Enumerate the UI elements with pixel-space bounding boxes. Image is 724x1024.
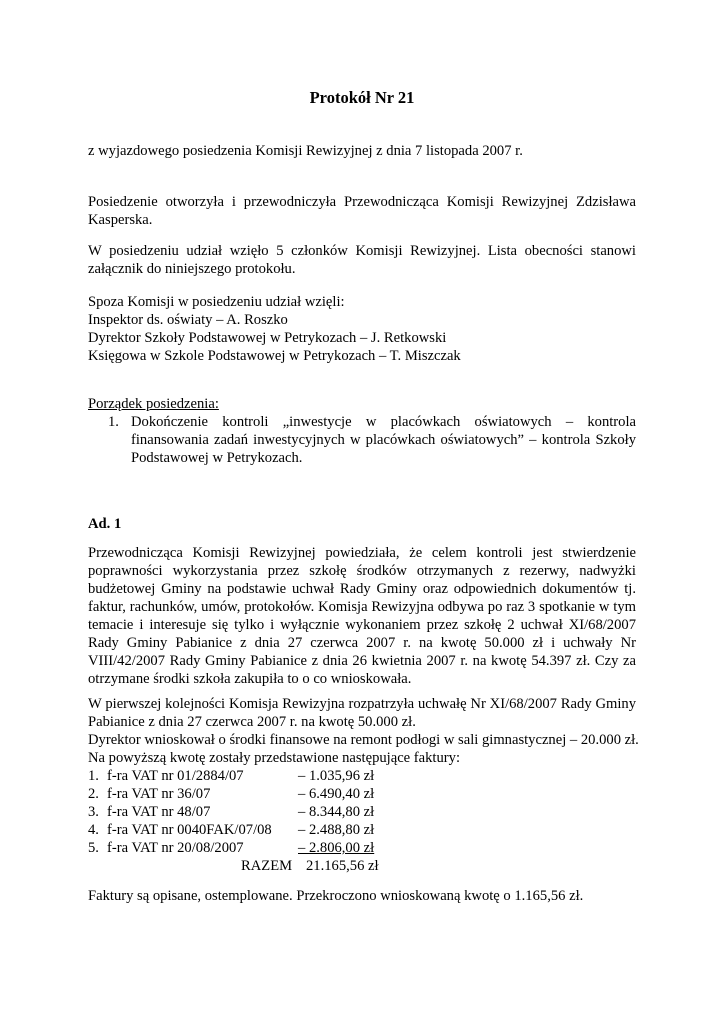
invoices-intro: Na powyższą kwotę zostały przedstawione następujące faktury: — [88, 750, 460, 766]
ad1-paragraph-2: W pierwszej kolejności Komisja Rewizyjna rozpatrzyła uchwałę Nr XI/68/2007 Rady Gminy Pabianice z dnia 27 czerwca 2007 r. na kwotę 50.000 zł. — [88, 696, 636, 730]
invoice-row — [0, 821, 724, 839]
invoice-number: 2. — [88, 786, 99, 802]
attendance-paragraph: W posiedzeniu udział wzięło 5 członków Komisji Rewizyjnej. Lista obecności stanowi załącznik do niniejszego protokołu. — [88, 243, 636, 277]
document-title: Protokół Nr 21 — [309, 88, 415, 107]
invoice-name: f-ra VAT nr 48/07 — [107, 804, 211, 820]
invoice-amount: – 6.490,40 zł — [298, 786, 375, 802]
request-line: Dyrektor wnioskował o środki finansowe na remont podłogi w sali gimnastycznej – 20.000 zł. — [88, 732, 639, 748]
section-heading-ad1: Ad. 1 — [88, 516, 122, 532]
guest-line: Księgowa w Szkole Podstawowej w Petrykozach – T. Miszczak — [88, 348, 461, 364]
agenda-item-text: Dokończenie kontroli „inwestycje w placówkach oświatowych – kontrola finansowania zadań inwestycyjnych w placówkach oświatowych” – kontrola Szkoły Podstawowej w Petrykozach. — [131, 414, 636, 466]
invoice-number: 3. — [88, 804, 99, 820]
total-amount: 21.165,56 zł — [306, 858, 379, 874]
invoice-row — [0, 767, 724, 785]
invoice-amount: – 2.806,00 zł — [298, 840, 375, 856]
invoice-number: 4. — [88, 822, 99, 838]
invoice-name: f-ra VAT nr 01/2884/07 — [107, 768, 244, 784]
total-label: RAZEM — [241, 858, 293, 874]
document-subtitle: z wyjazdowego posiedzenia Komisji Rewizyjnej z dnia 7 listopada 2007 r. — [88, 143, 523, 159]
invoice-name: f-ra VAT nr 36/07 — [107, 786, 211, 802]
ad1-paragraph-1: Przewodnicząca Komisji Rewizyjnej powiedziała, że celem kontroli jest stwierdzenie poprawności wykorzystania przez szkołę środków otrzymanych z rezerwy, nadwyżki budżetowej Gminy na podstawie uchwał Rady Gminy oraz odpowiednich dokumentów tj. faktur, rachunków, umów, protokołów. Komisja Rewizyjna odbywa po raz 3 spotkanie w tym temacie i interesuje się tylko i wyłącznie wykonaniem przez szkołę 2 uchwał XI/68/2007 Rady Gminy Pabianice z dnia 27 czerwca 2007 r. na kwotę 50.000 zł i uchwały Nr VIII/42/2007 Rady Gminy Pabianice z dnia 26 kwietnia 2007 r. na kwotę 54.397 zł. Czy za otrzymane środki szkoła zakupiła to o co wnioskowała. — [88, 545, 636, 687]
invoice-number: 5. — [88, 840, 99, 856]
guest-line: Dyrektor Szkoły Podstawowej w Petrykozach – J. Retkowski — [88, 330, 447, 346]
agenda-item-number: 1. — [108, 414, 119, 430]
invoice-total-row — [0, 857, 724, 875]
invoice-amount: – 2.488,80 zł — [298, 822, 375, 838]
guests-intro: Spoza Komisji w posiedzeniu udział wzięli: — [88, 294, 345, 310]
invoice-name: f-ra VAT nr 0040FAK/07/08 — [107, 822, 272, 838]
agenda-item — [0, 413, 724, 473]
invoice-row — [0, 785, 724, 803]
invoice-row — [0, 839, 724, 857]
agenda-heading: Porządek posiedzenia: — [88, 396, 219, 412]
invoice-amount: – 1.035,96 zł — [298, 768, 375, 784]
conclusion-line: Faktury są opisane, ostemplowane. Przekroczono wnioskowaną kwotę o 1.165,56 zł. — [88, 888, 584, 904]
opening-paragraph: Posiedzenie otworzyła i przewodniczyła Przewodnicząca Komisji Rewizyjnej Zdzisława Kasperska. — [88, 194, 636, 228]
invoice-name: f-ra VAT nr 20/08/2007 — [107, 840, 244, 856]
invoice-amount: – 8.344,80 zł — [298, 804, 375, 820]
invoice-row — [0, 803, 724, 821]
invoice-number: 1. — [88, 768, 99, 784]
guest-line: Inspektor ds. oświaty – A. Roszko — [88, 312, 288, 328]
